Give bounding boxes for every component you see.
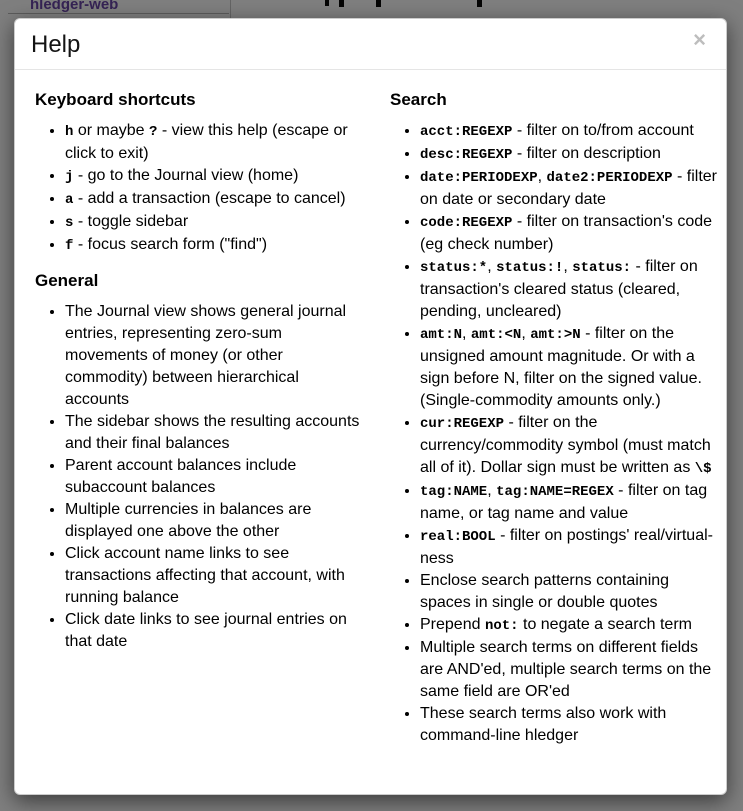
close-icon[interactable]: × bbox=[687, 28, 712, 52]
help-item: • These search terms also work with command-line hledger bbox=[420, 703, 720, 747]
code-term: date2:PERIODEXP bbox=[546, 170, 673, 186]
code-term: status: bbox=[572, 260, 632, 276]
code-term: desc:REGEXP bbox=[420, 147, 513, 163]
help-item: • j - go to the Journal view (home) bbox=[65, 165, 367, 188]
help-item: • Parent account balances include subaccount balances bbox=[65, 455, 367, 499]
code-term: not: bbox=[484, 618, 519, 634]
code-term: amt:N bbox=[420, 327, 463, 343]
code-term: \$ bbox=[694, 461, 712, 477]
help-item: • Multiple currencies in balances are displayed one above the other bbox=[65, 499, 367, 543]
modal-title: Help bbox=[31, 31, 81, 58]
code-term: date:PERIODEXP bbox=[420, 170, 538, 186]
help-item: • Prepend not: to negate a search term bbox=[420, 614, 720, 637]
section-heading-general: General bbox=[35, 271, 99, 290]
help-item: • real:BOOL - filter on postings' real/virtual-ness bbox=[420, 525, 720, 570]
section-heading-search: Search bbox=[390, 90, 447, 109]
section-search bbox=[390, 90, 720, 747]
code-term: tag:NAME=REGEX bbox=[496, 484, 614, 500]
help-right-column bbox=[390, 90, 720, 757]
code-term: f bbox=[65, 238, 74, 254]
help-item: • f - focus search form ("find") bbox=[65, 234, 367, 257]
code-term: code:REGEXP bbox=[420, 215, 513, 231]
help-modal bbox=[14, 18, 727, 795]
help-item: • desc:REGEXP - filter on description bbox=[420, 143, 720, 166]
code-term: status:* bbox=[420, 260, 488, 276]
modal-body bbox=[15, 70, 726, 757]
code-term: amt:<N bbox=[470, 327, 522, 343]
modal-header bbox=[15, 19, 726, 70]
help-item: • date:PERIODEXP, date2:PERIODEXP - filter on date or secondary date bbox=[420, 166, 720, 211]
help-item: • Multiple search terms on different fields are AND'ed, multiple search terms on the same field are OR'ed bbox=[420, 637, 720, 703]
code-term: j bbox=[65, 169, 74, 185]
help-item: • The sidebar shows the resulting accounts and their final balances bbox=[65, 411, 367, 455]
section-heading-keyboard: Keyboard shortcuts bbox=[35, 90, 196, 109]
help-item: • s - toggle sidebar bbox=[65, 211, 367, 234]
section-keyboard-shortcuts bbox=[35, 90, 367, 257]
code-term: cur:REGEXP bbox=[420, 416, 505, 432]
section-general bbox=[35, 271, 367, 653]
code-term: status:! bbox=[496, 260, 564, 276]
help-item: • cur:REGEXP - filter on the currency/commodity symbol (must match all of it). Dollar sign must be written as \$ bbox=[420, 412, 720, 480]
code-term: amt:>N bbox=[530, 327, 581, 343]
help-item: • status:*, status:!, status: - filter on transaction's cleared status (cleared, pending, uncleared) bbox=[420, 256, 720, 323]
help-item: • Click date links to see journal entries on that date bbox=[65, 609, 367, 653]
help-item: • amt:N, amt:<N, amt:>N - filter on the unsigned amount magnitude. Or with a sign before N, filter on the signed value. (Single-commodity amounts only.) bbox=[420, 323, 720, 412]
help-item: • The Journal view shows general journal entries, representing zero-sum movements of money (or other commodity) between hierarchical accounts bbox=[65, 301, 367, 411]
help-item: • tag:NAME, tag:NAME=REGEX - filter on tag name, or tag name and value bbox=[420, 480, 720, 525]
help-item: • code:REGEXP - filter on transaction's code (eg check number) bbox=[420, 211, 720, 256]
help-item: • Click account name links to see transactions affecting that account, with running balance bbox=[65, 543, 367, 609]
code-term: ? bbox=[149, 124, 158, 140]
search-list bbox=[390, 120, 720, 747]
code-term: h bbox=[65, 124, 74, 140]
help-item: • Enclose search patterns containing spaces in single or double quotes bbox=[420, 570, 720, 614]
code-term: s bbox=[65, 215, 74, 231]
general-list bbox=[35, 301, 367, 653]
code-term: real:BOOL bbox=[420, 529, 496, 545]
help-item: • acct:REGEXP - filter on to/from account bbox=[420, 120, 720, 143]
code-term: tag:NAME bbox=[420, 484, 488, 500]
help-item: • a - add a transaction (escape to cancel) bbox=[65, 188, 367, 211]
help-item: • h or maybe ? - view this help (escape or click to exit) bbox=[65, 120, 367, 165]
keyboard-shortcuts-list bbox=[35, 120, 367, 257]
help-left-column bbox=[35, 90, 367, 757]
code-term: acct:REGEXP bbox=[420, 124, 513, 140]
code-term: a bbox=[65, 192, 74, 208]
